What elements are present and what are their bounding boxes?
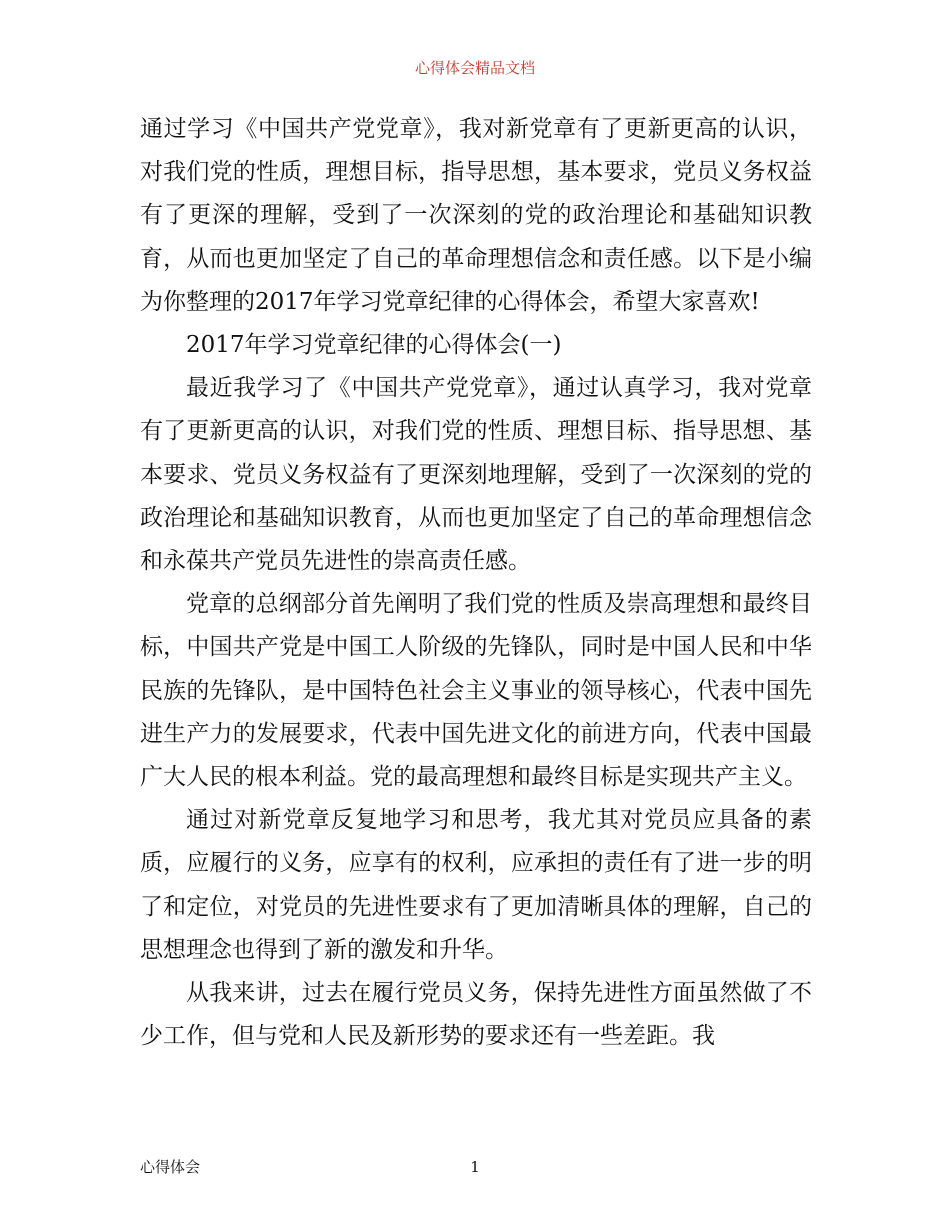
body-paragraph: 从我来讲，过去在履行党员义务，保持先进性方面虽然做了不少工作，但与党和人民及新形势的要求还有一些差距。我 [140, 980, 812, 1050]
body-paragraph: 最近我学习了《中国共产党党章》，通过认真学习，我对党章有了更新更高的认识，对我们党的性质、理想目标、指导思想、基本要求、党员义务权益有了更深刻地理解，受到了一次深刻的党的政治理论和基础知识教育，从而也更加坚定了自己的革命理想信念和永葆共产党员先进性的崇高责任感。 [140, 375, 812, 575]
section-heading: 2017年学习党章纪律的心得体会(一) [186, 332, 562, 359]
page-footer-label: 心得体会 [140, 1158, 201, 1176]
page-number: 1 [470, 1158, 480, 1176]
body-paragraph: 通过对新党章反复地学习和思考，我尤其对党员应具备的素质，应履行的义务，应享有的权利，应承担的责任有了进一步的明了和定位，对党员的先进性要求有了更加清晰具体的理解，自己的思想理念也得到了新的激发和升华。 [140, 807, 812, 963]
document-body [140, 108, 812, 1058]
intro-paragraph: 通过学习《中国共产党党章》，我对新党章有了更新更高的认识，对我们党的性质，理想目标，指导思想，基本要求，党员义务权益有了更深的理解，受到了一次深刻的党的政治理论和基础知识教育，从而也更加坚定了自己的革命理想信念和责任感。以下是小编为你整理的2017年学习党章纪律的心得体会，希望大家喜欢! [140, 116, 812, 315]
body-paragraph: 党章的总纲部分首先阐明了我们党的性质及崇高理想和最终目标，中国共产党是中国工人阶级的先锋队，同时是中国人民和中华民族的先锋队，是中国特色社会主义事业的领导核心，代表中国先进生产力的发展要求，代表中国先进文化的前进方向，代表中国最广大人民的根本利益。党的最高理想和最终目标是实现共产主义。 [140, 591, 812, 791]
page-header-title: 心得体会精品文档 [414, 59, 535, 77]
